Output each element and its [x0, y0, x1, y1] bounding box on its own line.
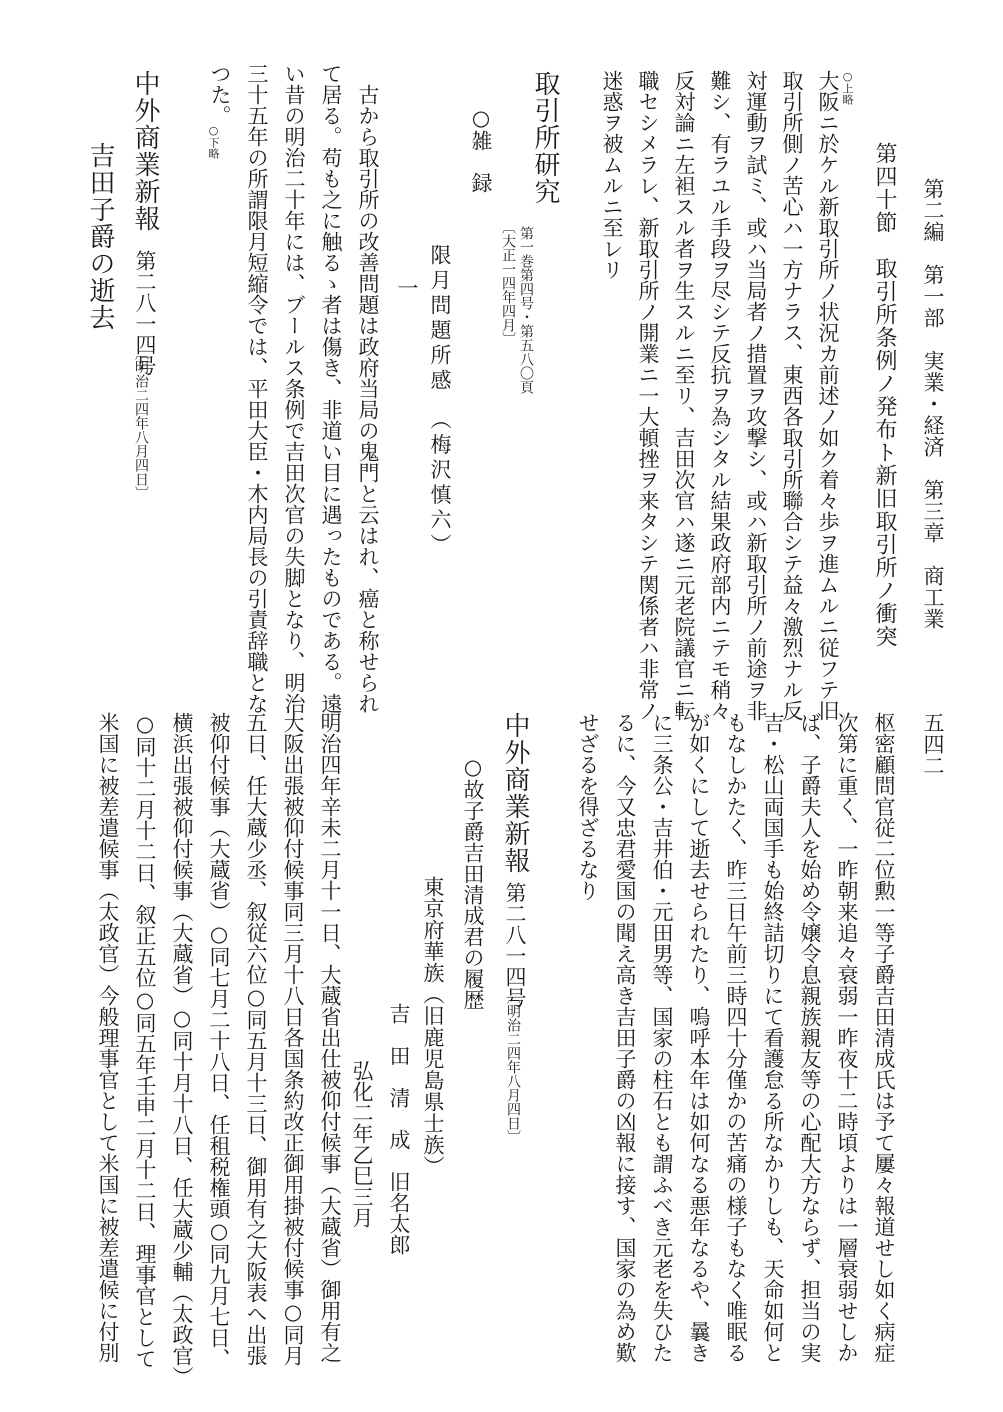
page-number: 五四二: [921, 712, 945, 777]
article4-line: ○同十二月十二日、叙正五位○同五年壬申二月十二日、理事官として: [133, 712, 157, 1369]
article3-line: が如くにして逝去せられたり、嗚呼本年は如何なる悪年なるや、曩き: [687, 712, 711, 1363]
article3-line: せざるを得ざるなり: [576, 712, 600, 901]
article-heading: 限月問題所感 （梅沢慎六）: [428, 244, 452, 559]
omit-end: ○下略: [207, 124, 220, 159]
article4-line: 五日、任大蔵少丞、叙従六位○同五月十三日、御用有之大阪表へ出張: [244, 712, 268, 1366]
journal-date: 〔明治二四年八月四日〕: [133, 346, 149, 500]
section-title: 第四十節 取引所条例ノ発布ト新旧取引所ノ衝突: [872, 142, 897, 648]
article3-line: 次第に重く、一昨朝来追々衰弱一昨夜十二時頃よりは一層衰弱せしか: [835, 712, 859, 1363]
section-line: 職セシメラレ、新取引所ノ開業ニ一大頓挫ヲ来タシテ関係者ハ非常ノ: [636, 70, 660, 721]
section-line: 反対論ニ左袒スル者ヲ生スルニ至リ、吉田次官ハ遂ニ元老院議官ニ転: [672, 70, 696, 721]
article3-line: 枢密顧問官従二位勲一等子爵吉田清成氏は予て屢々報道せし如く病症: [872, 712, 896, 1363]
person-name: 吉 田 清 成 旧名太郎: [387, 1003, 411, 1255]
article3-line: に三条公・吉井伯・元田男等、国家の柱石とも謂ふべき元老を失ひた: [650, 712, 674, 1363]
article4-line: 被仰付候事（大蔵省）○同七月二十八日、任租税権頭○同九月七日、: [207, 712, 231, 1369]
section-line: 対運動ヲ試ミ、或ハ当局者ノ措置ヲ攻撃シ、或ハ新取引所ノ前途ヲ非: [744, 70, 768, 721]
article3-line: ば、子爵夫人を始め令嬢令息親族親友等の心配大方ならず、担当の実: [798, 712, 822, 1363]
running-head: 第二編 第一部 実業・経済 第三章 商工業: [921, 178, 945, 630]
article1-line: つた。: [208, 63, 232, 126]
journal-ref: 第一巻第四号・第五八〇頁: [518, 226, 534, 394]
article1-line: 三十五年の所謂限月短縮令では、平田大臣・木内局長の引責辞職とな: [245, 63, 269, 714]
article-heading: ○故子爵吉田清成君の履歴: [461, 755, 485, 1010]
journal-title: 取引所研究: [530, 70, 560, 205]
article-number: 一: [395, 277, 419, 298]
article4-line: 横浜出張被仰付候事（大蔵省）○同十月十八日、任大蔵少輔（太政官）: [170, 712, 194, 1387]
article4-line: 米国に被差遣候事（太政官）今般理事官として米国に被差遣候に付別: [96, 712, 120, 1363]
article1-line: て居る。苟も之に触るゝ者は傷き、非道い目に遇ったものである。遠: [319, 63, 343, 714]
journal-date: 〔明治二四年八月四日〕: [505, 990, 521, 1144]
birth-date: 弘化二年乙巳三月: [350, 1060, 374, 1228]
article3-line: るに、今又忠君愛国の聞え高き吉田子爵の凶報に接す、国家の為め歎: [613, 712, 637, 1363]
article1-line: い昔の明治二十年には、ブールス条例で吉田次官の失脚となり、明治: [282, 63, 306, 714]
journal-title: 中外商業新報: [500, 712, 530, 874]
article1-line: 古から取引所の改善問題は政府当局の鬼門と云はれ、癌と称せられ: [356, 84, 380, 714]
article4-line: 大阪出張被仰付候事同三月十八日各国条約改正御用掛被付候事○同月: [281, 712, 305, 1366]
journal-issue: 第二八一四号: [133, 250, 157, 376]
article-heading: 吉田子爵の逝去: [85, 142, 115, 331]
section-line: 大阪ニ於ケル新取引所ノ状況カ前述ノ如ク着々歩ヲ進ムルニ従フテ旧: [816, 70, 840, 721]
journal-issue: 第二八一四号: [503, 882, 527, 1008]
section-line: 取引所側ノ苦心ハ一方ナラス、東西各取引所聯合シテ益々激烈ナル反: [780, 70, 804, 721]
omit-top: ○上略: [841, 70, 854, 105]
article-origin: 東京府華族（旧鹿児島県士族）: [421, 876, 445, 1177]
article3-line: もなしかたく、昨三日午前三時四十分僅かの苦痛の様子もなく唯眠る: [724, 712, 748, 1363]
article3-line: 吉・松山両国手も始終詰切りにて看護怠る所なかりしも、天命如何と: [761, 712, 785, 1363]
article4-line: 明治四年辛未二月十一日、大蔵省出仕被仰付候事（大蔵省）御用有之: [318, 712, 342, 1363]
section-line: 難シ、有ラユル手段ヲ尽シテ反抗ヲ為シタル結果政府部内ニテモ稍々: [708, 70, 732, 721]
section-line: 迷惑ヲ被ムルニ至レリ: [600, 70, 624, 280]
article-category: ○雑 録: [469, 106, 493, 193]
journal-date: 〔大正一四年四月〕: [500, 220, 516, 346]
journal-title: 中外商業新報: [130, 70, 160, 232]
